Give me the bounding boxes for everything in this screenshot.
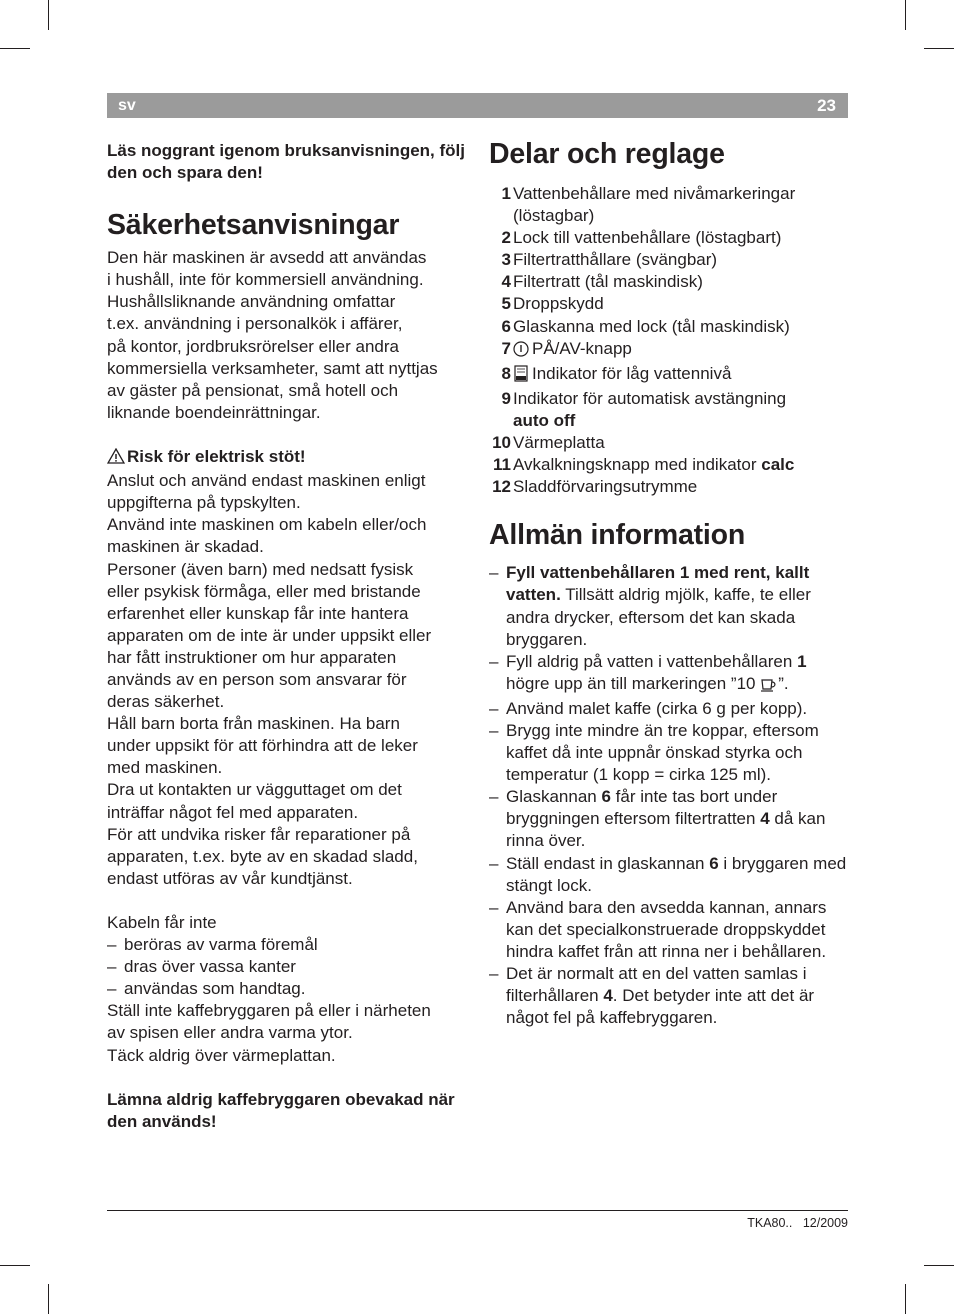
general-title: Allmän information (489, 519, 746, 552)
part-label: Värmeplatta (513, 433, 605, 453)
list-item (489, 338, 851, 363)
warning-triangle-icon (107, 448, 127, 470)
list-item (489, 388, 851, 432)
crop-mark (48, 0, 49, 30)
warning-paragraph (107, 470, 469, 890)
list-item (489, 293, 851, 315)
text-line: maskinen är skadad. (107, 537, 264, 557)
safety-title: Säkerhetsanvisningar (107, 209, 400, 242)
part-number: 12 (492, 477, 511, 497)
crop-mark (0, 48, 30, 49)
text-line: på kontor, jordbruksrörelser eller andra (107, 336, 399, 356)
text-line: apparaten om de inte är under uppsikt eller (107, 625, 432, 645)
text-line: Täck aldrig över värmeplattan. (107, 1045, 336, 1065)
text-line: inträffar något fel med apparaten. (107, 802, 359, 822)
language-code: sv (118, 97, 136, 114)
text-line: Personer (även barn) med nedsatt fysisk (107, 559, 414, 579)
list-item: – dras över vassa kanter (107, 956, 469, 978)
general-list (489, 562, 851, 1029)
list-item (489, 249, 851, 271)
crop-mark (905, 1284, 906, 1314)
part-label: Lock till vattenbehållare (löstagbart) (513, 228, 782, 248)
text-line: t.ex. användning i personalkök i affärer, (107, 314, 403, 334)
power-icon (513, 341, 529, 363)
auto-off-label: auto off (513, 410, 576, 430)
text-line: Hushållsliknande användning omfattar (107, 292, 396, 312)
text-line: av gäster på pensionat, små hotell och (107, 380, 399, 400)
parts-list (489, 183, 851, 498)
list-item: – Det är normalt att en del vatten samlas i filterhållaren 4. Det betyder inte att det är något fel på kaffebryggaren. (489, 963, 851, 1029)
cup-icon (760, 676, 778, 698)
text-line: eller psykisk förmåga, eller med bristande (107, 581, 421, 601)
text-line: Håll barn borta från maskinen. Ha barn (107, 714, 400, 734)
calc-label: calc (761, 455, 795, 475)
text-line: kommersiella verksamheter, samt att nyttjas (107, 358, 438, 378)
page-header-bar (107, 93, 848, 118)
text-line: med maskinen. (107, 758, 223, 778)
crop-mark (924, 1265, 954, 1266)
footer-divider (107, 1210, 848, 1211)
part-number: 1 (501, 184, 511, 203)
list-item (489, 363, 851, 388)
warning-heading-text: Risk för elektrisk stöt! (127, 447, 306, 467)
text-line: av spisen eller andra varma ytor. (107, 1023, 353, 1043)
part-number: 7 (501, 338, 511, 358)
crop-mark (48, 1284, 49, 1314)
part-number: 10 (492, 433, 511, 453)
part-number: 9 (501, 388, 511, 408)
cable-intro: Kabeln får inte (107, 913, 217, 932)
revision-date: 12/2009 (802, 1216, 848, 1230)
parts-title: Delar och reglage (489, 138, 725, 170)
part-label: Indikator för automatisk avstängning (513, 388, 787, 408)
text-line: i hushåll, inte för kommersiell användning. (107, 270, 424, 290)
text-line: Den här maskinen är avsedd att användas (107, 248, 427, 268)
list-item: – Fyll aldrig på vatten i vattenbehållaren 1 högre upp än till markeringen ”10 ”. (489, 651, 851, 698)
text-line: deras säkerhet. (107, 692, 225, 712)
warning-heading (107, 446, 469, 470)
list-item (489, 271, 851, 293)
text-line: används av en person som ansvarar för (107, 669, 407, 689)
crop-mark (0, 1265, 30, 1266)
text-line: För att undvika risker får reparationer på (107, 824, 411, 844)
part-label: Sladdförvaringsutrymme (513, 477, 698, 497)
part-number: 5 (501, 294, 511, 314)
safety-paragraph (107, 247, 469, 424)
part-number: 6 (501, 316, 511, 336)
part-label: Glaskanna med lock (tål maskindisk) (513, 316, 790, 336)
right-column (489, 140, 851, 1029)
text-line: Ställ inte kaffebryggaren på eller i närheten (107, 1001, 431, 1021)
list-item (489, 316, 851, 338)
intro-notice: Läs noggrant igenom bruksanvisningen, följ den och spara den! (107, 141, 465, 183)
page-footer (747, 1216, 848, 1230)
list-item: – Glaskannan 6 får inte tas bort under bryggningen eftersom filtertratten 4 då kan rinna över. (489, 786, 851, 852)
part-number: 8 (501, 363, 511, 383)
text-line: liknande boendeinrättningar. (107, 402, 321, 422)
text-line: uppgifterna på typskylten. (107, 493, 301, 513)
list-item (489, 183, 851, 227)
water-level-icon (513, 365, 529, 388)
page-number: 23 (817, 96, 836, 115)
left-column (107, 140, 469, 1133)
text-line: har fått instruktioner om hur apparaten (107, 647, 397, 667)
crop-mark (924, 48, 954, 49)
text-line: erfarenhet eller kunskap får inte hantera (107, 603, 409, 623)
part-label: Indikator för låg vattennivå (532, 363, 732, 383)
part-number: 11 (493, 455, 511, 475)
list-item: – Använd malet kaffe (cirka 6 g per kopp). (489, 698, 851, 720)
part-label: Avkalkningsknapp med indikator (513, 455, 757, 475)
closing-warning: Lämna aldrig kaffebryggaren obevakad när den används! (107, 1089, 455, 1131)
cable-list (107, 934, 469, 1000)
list-item (489, 227, 851, 249)
list-item (489, 432, 851, 454)
part-number: 2 (501, 228, 511, 248)
list-item: – Brygg inte mindre än tre koppar, eftersom kaffet då inte uppnår önskad styrka och temperatur (1 kopp = cirka 125 ml). (489, 720, 851, 786)
text-line: endast utföras av vår kundtjänst. (107, 868, 353, 888)
list-item: – Fyll vattenbehållaren 1 med rent, kallt vatten. Tillsätt aldrig mjölk, kaffe, te eller andra drycker, eftersom det kan skada bryggaren. (489, 562, 851, 650)
part-label: Vattenbehållare med nivåmarkeringar (löstagbar) (513, 184, 796, 226)
part-number: 4 (501, 272, 511, 292)
part-number: 3 (501, 250, 511, 270)
text-line: apparaten, t.ex. byte av en skadad sladd, (107, 846, 418, 866)
part-label: Filtertratt (tål maskindisk) (513, 272, 703, 292)
text-line: Anslut och använd endast maskinen enligt (107, 471, 426, 491)
list-item: – användas som handtag. (107, 978, 469, 1000)
list-item (489, 476, 851, 498)
list-item: – Ställ endast in glaskannan 6 i bryggaren med stängt lock. (489, 853, 851, 897)
part-label: Filtertratthållare (svängbar) (513, 250, 718, 270)
part-label: PÅ/AV-knapp (532, 338, 632, 358)
text-line: Använd inte maskinen om kabeln eller/och (107, 515, 427, 535)
list-item (489, 454, 851, 476)
list-item: – Använd bara den avsedda kannan, annars kan det specialkonstruerade droppskyddet hindra kaffet från att rinna ner i behållaren. (489, 897, 851, 963)
part-label: Droppskydd (513, 294, 604, 314)
text-line: under uppsikt för att förhindra att de leker (107, 736, 418, 756)
list-item: – beröras av varma föremål (107, 934, 469, 956)
model-number: TKA80.. (747, 1216, 793, 1230)
text-line: Dra ut kontakten ur vägguttaget om det (107, 780, 402, 800)
crop-mark (905, 0, 906, 30)
